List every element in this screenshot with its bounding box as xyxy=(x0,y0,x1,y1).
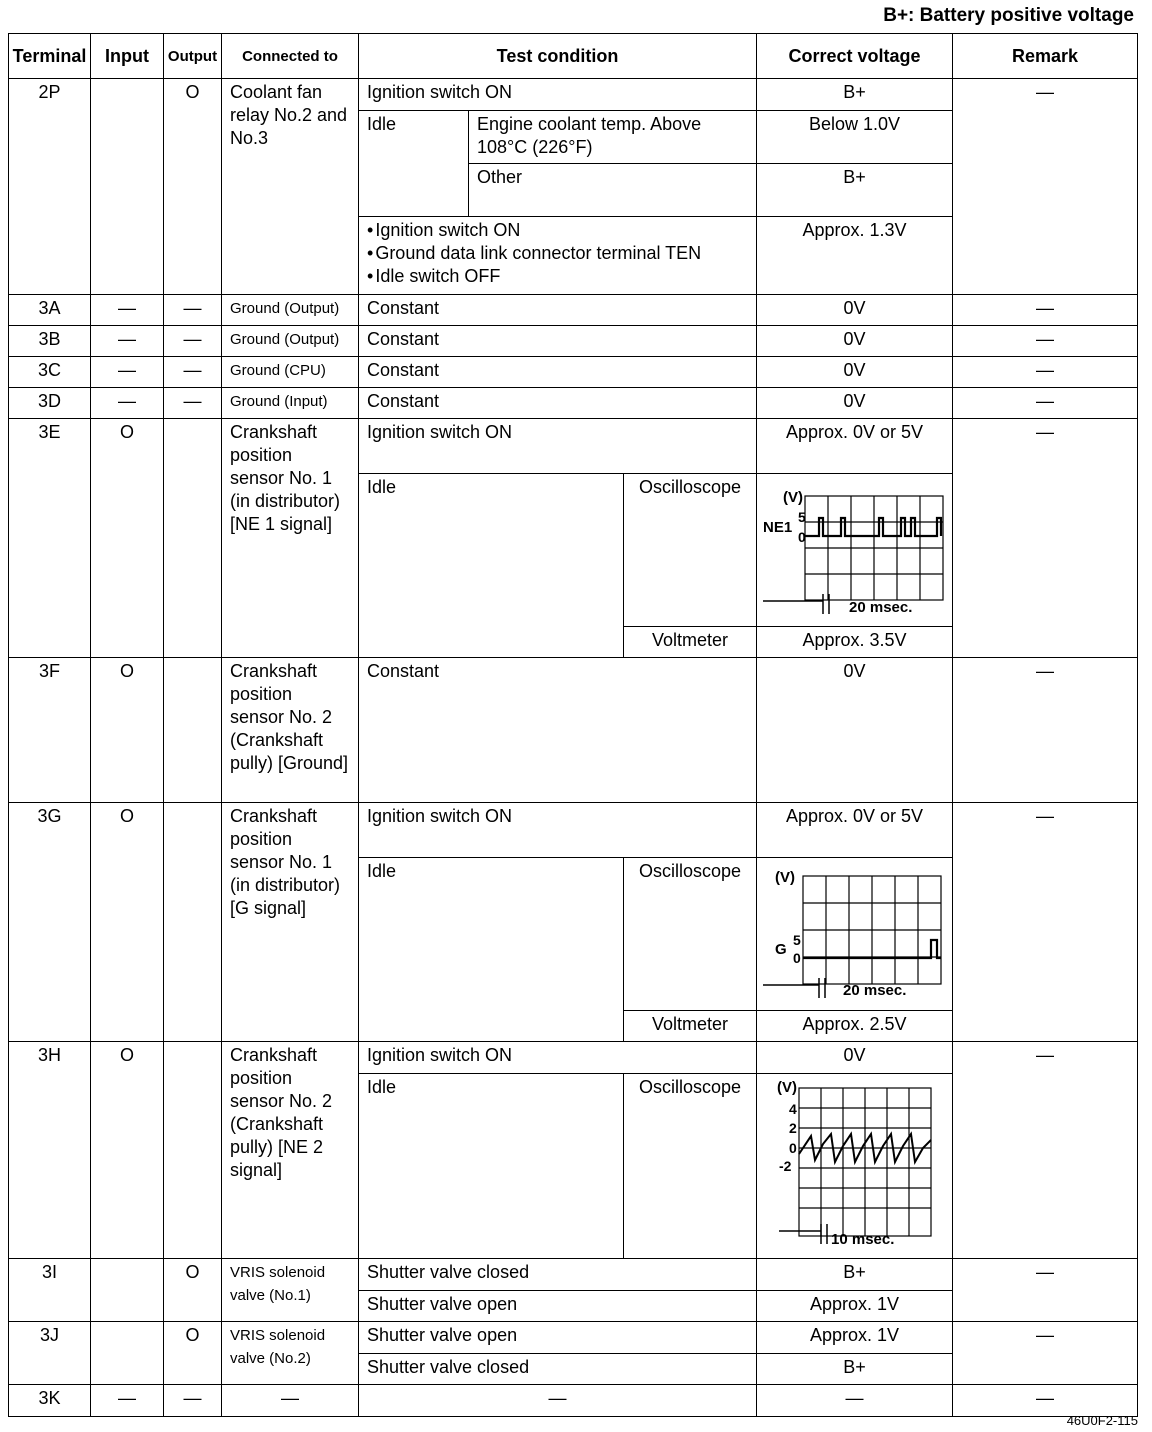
terminal-cell: 3J xyxy=(9,1322,91,1385)
terminal-cell: 2P xyxy=(9,79,91,295)
scope-unit: (V) xyxy=(783,489,804,506)
condition-cell: Other xyxy=(469,164,757,217)
voltage-cell: Approx. 1.3V xyxy=(757,217,953,295)
voltage-cell: — xyxy=(757,1385,953,1417)
header-connected: Connected to xyxy=(222,34,359,79)
condition-cell: Ignition switch ON xyxy=(359,79,757,111)
remark-cell: — xyxy=(953,419,1138,658)
input-cell xyxy=(91,79,164,295)
voltage-cell: Approx. 3.5V xyxy=(757,627,953,658)
header-correct-voltage: Correct voltage xyxy=(757,34,953,79)
output-mark: — xyxy=(164,295,222,326)
remark-cell: — xyxy=(953,326,1138,357)
condition-cell: Constant xyxy=(359,388,757,419)
voltage-cell: 0V xyxy=(757,1042,953,1074)
condition-cell: Voltmeter xyxy=(624,627,757,658)
scope-unit: (V) xyxy=(777,1079,798,1096)
condition-cell: Idle xyxy=(359,1074,624,1259)
condition-cell: Idle xyxy=(359,111,469,217)
scope-time: 20 msec. xyxy=(843,982,907,999)
remark-cell: — xyxy=(953,1322,1138,1385)
input-mark: — xyxy=(91,388,164,419)
condition-cell: — xyxy=(359,1385,757,1417)
condition-cell: Idle xyxy=(359,474,624,658)
condition-cell: Oscilloscope xyxy=(624,474,757,627)
table-row xyxy=(9,419,1138,474)
input-mark: O xyxy=(91,419,164,658)
connected-cell: — xyxy=(222,1385,359,1417)
oscilloscope-cell xyxy=(757,858,953,1011)
voltage-cell: Approx. 0V or 5V xyxy=(757,803,953,858)
voltage-cell: 0V xyxy=(757,388,953,419)
header-test-condition: Test condition xyxy=(359,34,757,79)
input-mark: O xyxy=(91,803,164,1042)
scope-grid xyxy=(799,1088,931,1236)
voltage-cell: 0V xyxy=(757,658,953,803)
voltage-cell: B+ xyxy=(757,164,953,217)
terminal-voltage-table xyxy=(8,33,1138,1417)
bullet-item: • Ignition switch ON xyxy=(367,219,748,242)
scope-signal: NE1 xyxy=(763,519,793,536)
table-row xyxy=(9,1322,1138,1354)
connected-cell: Crankshaft position sensor No. 2 (Crankshaft pully) [Ground] xyxy=(222,658,359,803)
input-mark: O xyxy=(91,1042,164,1259)
table-row xyxy=(9,658,1138,803)
table-row xyxy=(9,803,1138,858)
condition-cell: Ignition switch ON xyxy=(359,803,757,858)
terminal-cell: 3H xyxy=(9,1042,91,1259)
remark-cell: — xyxy=(953,1042,1138,1259)
scope-time: 20 msec. xyxy=(849,599,913,616)
terminal-cell: 3A xyxy=(9,295,91,326)
condition-cell: Constant xyxy=(359,326,757,357)
output-mark: — xyxy=(164,1385,222,1417)
table-row xyxy=(9,1259,1138,1291)
scope-y0: 0 xyxy=(798,529,806,545)
condition-cell: Idle xyxy=(359,858,624,1042)
terminal-cell: 3E xyxy=(9,419,91,658)
connected-cell: Ground (CPU) xyxy=(222,357,359,388)
terminal-cell: 3G xyxy=(9,803,91,1042)
scope-grid xyxy=(805,496,943,600)
table-row xyxy=(9,1042,1138,1074)
voltage-cell: Approx. 1V xyxy=(757,1291,953,1322)
scope-y0: 0 xyxy=(789,1140,797,1156)
terminal-cell: 3C xyxy=(9,357,91,388)
voltage-cell: B+ xyxy=(757,1354,953,1385)
condition-cell: Oscilloscope xyxy=(624,1074,757,1259)
remark-cell: — xyxy=(953,1259,1138,1322)
condition-cell: Shutter valve closed xyxy=(359,1354,757,1385)
input-mark: — xyxy=(91,295,164,326)
input-cell xyxy=(91,1259,164,1322)
condition-cell: Constant xyxy=(359,295,757,326)
scope-y2: 2 xyxy=(789,1120,797,1136)
scope-y0: 0 xyxy=(793,950,801,966)
voltage-cell: B+ xyxy=(757,79,953,111)
table-row xyxy=(9,295,1138,326)
output-mark: O xyxy=(164,1322,222,1385)
output-cell xyxy=(164,419,222,658)
output-cell xyxy=(164,1042,222,1259)
voltage-cell: B+ xyxy=(757,1259,953,1291)
output-mark: — xyxy=(164,388,222,419)
output-mark: O xyxy=(164,79,222,295)
scope-grid xyxy=(803,876,941,984)
connected-cell: Coolant fan relay No.2 and No.3 xyxy=(222,79,359,295)
connected-cell: Crankshaft position sensor No. 1 (in distributor) [G signal] xyxy=(222,803,359,1042)
scope-y4: 4 xyxy=(789,1101,797,1117)
header-remark: Remark xyxy=(953,34,1138,79)
scope-unit: (V) xyxy=(775,869,796,886)
connected-cell: Ground (Input) xyxy=(222,388,359,419)
condition-cell: Shutter valve open xyxy=(359,1291,757,1322)
condition-cell: Constant xyxy=(359,357,757,388)
input-mark: O xyxy=(91,658,164,803)
terminal-cell: 3B xyxy=(9,326,91,357)
header-row xyxy=(9,34,1138,79)
bullet-item: • Ground data link connector terminal TEN xyxy=(367,242,748,265)
condition-cell: Oscilloscope xyxy=(624,858,757,1011)
remark-cell: — xyxy=(953,79,1138,295)
header-output: Output xyxy=(164,34,222,79)
input-mark: — xyxy=(91,326,164,357)
terminal-cell: 3K xyxy=(9,1385,91,1417)
table-row xyxy=(9,357,1138,388)
connected-cell: Ground (Output) xyxy=(222,326,359,357)
scope-y5: 5 xyxy=(793,932,801,948)
bullet-item: • Idle switch OFF xyxy=(367,265,748,288)
scope-time: 10 msec. xyxy=(831,1231,895,1248)
voltage-cell: Below 1.0V xyxy=(757,111,953,164)
connected-cell: Ground (Output) xyxy=(222,295,359,326)
document-id: 46U0F2-115 xyxy=(1066,1413,1138,1428)
table-row xyxy=(9,1385,1138,1417)
terminal-cell: 3F xyxy=(9,658,91,803)
condition-cell xyxy=(359,217,757,295)
voltage-cell: 0V xyxy=(757,295,953,326)
scope-y5: 5 xyxy=(798,509,806,525)
header-input: Input xyxy=(91,34,164,79)
input-mark: — xyxy=(91,357,164,388)
g-waveform xyxy=(761,862,947,1000)
voltage-cell: Approx. 0V or 5V xyxy=(757,419,953,474)
oscilloscope-cell xyxy=(757,1074,953,1259)
condition-cell: Shutter valve closed xyxy=(359,1259,757,1291)
scope-yn2: -2 xyxy=(779,1158,792,1174)
input-cell xyxy=(91,1322,164,1385)
time-arrow xyxy=(779,1224,827,1244)
remark-cell: — xyxy=(953,658,1138,803)
remark-cell: — xyxy=(953,1385,1138,1417)
ne1-waveform xyxy=(761,478,947,616)
oscilloscope-cell xyxy=(757,474,953,627)
input-mark: — xyxy=(91,1385,164,1417)
output-mark: O xyxy=(164,1259,222,1322)
remark-cell: — xyxy=(953,357,1138,388)
connected-cell: VRIS solenoid valve (No.1) xyxy=(222,1259,359,1322)
remark-cell: — xyxy=(953,388,1138,419)
condition-cell: Shutter valve open xyxy=(359,1322,757,1354)
condition-cell: Ignition switch ON xyxy=(359,1042,757,1074)
table-row xyxy=(9,388,1138,419)
condition-cell: Constant xyxy=(359,658,757,803)
table-row xyxy=(9,326,1138,357)
voltage-cell: Approx. 2.5V xyxy=(757,1011,953,1042)
table-row xyxy=(9,79,1138,111)
remark-cell: — xyxy=(953,295,1138,326)
voltage-cell: Approx. 1V xyxy=(757,1322,953,1354)
ne2-waveform xyxy=(761,1078,947,1248)
terminal-cell: 3D xyxy=(9,388,91,419)
connected-cell: Crankshaft position sensor No. 1 (in distributor) [NE 1 signal] xyxy=(222,419,359,658)
output-cell xyxy=(164,803,222,1042)
connected-cell: Crankshaft position sensor No. 2 (Crankshaft pully) [NE 2 signal] xyxy=(222,1042,359,1259)
voltage-cell: 0V xyxy=(757,326,953,357)
time-arrow xyxy=(763,978,825,998)
scope-signal: G xyxy=(775,941,787,958)
condition-cell: Voltmeter xyxy=(624,1011,757,1042)
legend: B+: Battery positive voltage xyxy=(883,5,1134,26)
output-cell xyxy=(164,658,222,803)
header-terminal: Terminal xyxy=(9,34,91,79)
output-mark: — xyxy=(164,326,222,357)
condition-cell: Ignition switch ON xyxy=(359,419,757,474)
terminal-cell: 3I xyxy=(9,1259,91,1322)
condition-cell: Engine coolant temp. Above 108°C (226°F) xyxy=(469,111,757,164)
remark-cell: — xyxy=(953,803,1138,1042)
time-arrow xyxy=(763,594,829,614)
voltage-cell: 0V xyxy=(757,357,953,388)
connected-cell: VRIS solenoid valve (No.2) xyxy=(222,1322,359,1385)
output-mark: — xyxy=(164,357,222,388)
